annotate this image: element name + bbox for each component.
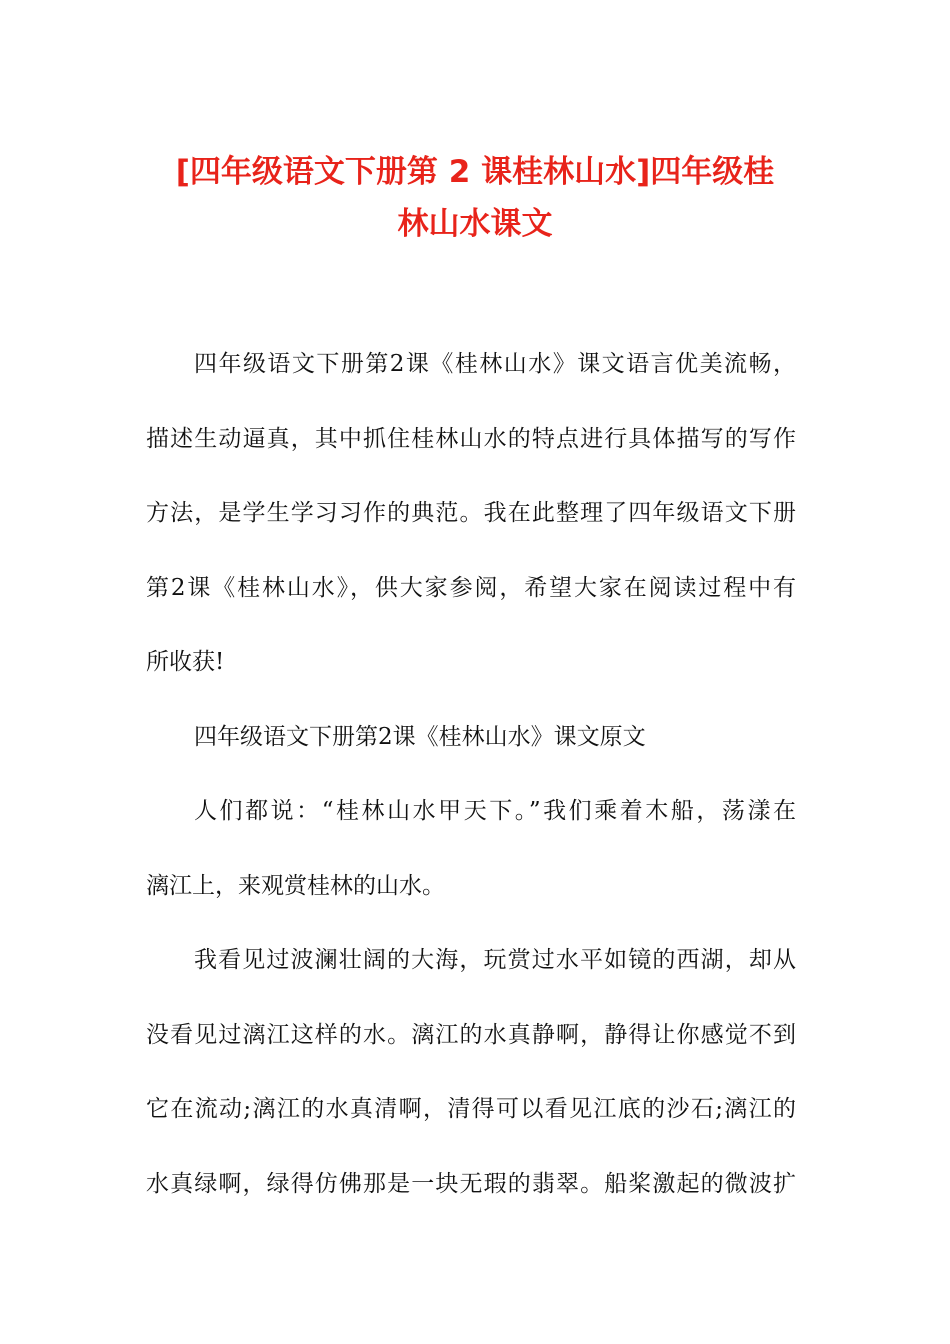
text-line: 没看见过漓江这样的水。漓江的水真静啊，静得让你感觉不到	[146, 1021, 796, 1048]
text-line: 四年级语文下册第2课《桂林山水》课文原文	[194, 723, 646, 750]
text-line: 所收获!	[146, 649, 225, 675]
text-line: 方法，是学生学习习作的典范。我在此整理了四年级语文下册	[146, 500, 796, 526]
paragraph-section-heading	[146, 700, 796, 775]
paragraph-intro	[146, 327, 796, 700]
text-line: 人们都说：“桂林山水甲天下。”我们乘着木船，荡漾在	[194, 798, 796, 824]
text-line: 我看见过波澜壮阔的大海，玩赏过水平如镜的西湖，却从	[194, 947, 796, 973]
text-line: 描述生动逼真，其中抓住桂林山水的特点进行具体描写的写作	[146, 425, 796, 452]
document-body	[146, 327, 796, 1221]
document-title	[130, 146, 820, 250]
paragraph-text-1	[146, 774, 796, 923]
title-line-1: [四年级语文下册第 2 课桂林山水]四年级桂	[175, 154, 775, 190]
text-line: 第2课《桂林山水》，供大家参阅，希望大家在阅读过程中有	[146, 574, 796, 601]
paragraph-text-2	[146, 923, 796, 1221]
text-line: 四年级语文下册第2课《桂林山水》课文语言优美流畅，	[194, 351, 796, 377]
text-line: 它在流动;漓江的水真清啊，清得可以看见江底的沙石;漓江的	[146, 1096, 796, 1122]
title-line-2: 林山水课文	[397, 206, 553, 242]
text-line: 水真绿啊，绿得仿佛那是一块无瑕的翡翠。船桨激起的微波扩	[146, 1170, 796, 1197]
text-line: 漓江上，来观赏桂林的山水。	[146, 872, 445, 899]
